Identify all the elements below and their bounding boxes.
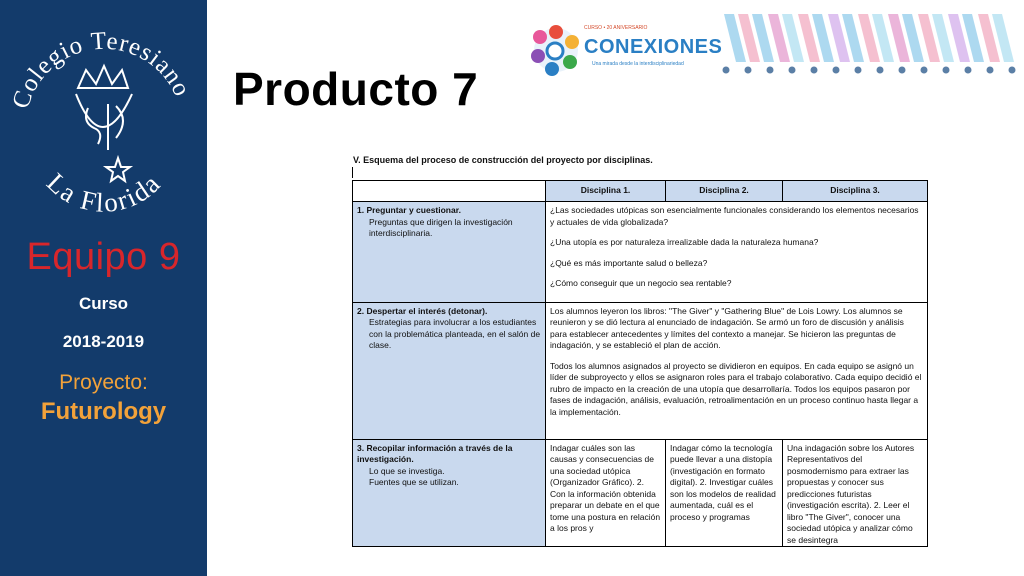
row-subtitle-line-2: Fuentes que se utilizan. [369, 477, 459, 487]
row-content [546, 202, 928, 303]
paragraph-2: Todos los alumnos asignados al proyecto se dividieron en equipos. En cada equipo se asignó un líder de subproyecto y ellos se asignaron roles para el trabajo colaborativo. Cada equipo decidió el rubro de impacto en la creación de una utopía que desarrollaría. Todos los equipos pasaron por fases de indagación, análisis, evaluación, retroalimentación en un proceso continuo hasta llegar a la implementación. [550, 360, 922, 417]
discipline-1-text: Indagar cuáles son las causas y consecuencias de una sociedad utópica (Organizador Gráfico). 2. Con la información obtenida preparar un debate en el que tome una postura en relación a los pros y [550, 442, 661, 533]
discipline-3-text: Una indagación sobre los Autores Representativos del posmodernismo para extraer las propuestas y conocer sus predicciones futuristas (investigación escrita). 2. Leer el libro "The Giver", conocer una sociedad utópica y analizar cómo se desintegra [787, 442, 915, 545]
svg-text:La Florida [41, 167, 167, 215]
crest-text-top: Colegio Teresiano [7, 27, 196, 112]
table-header-discipline-2: Disciplina 2. [666, 181, 783, 202]
team-name: Equipo 9 [26, 236, 181, 278]
logo-wordmark: CONEXIONES [584, 36, 723, 58]
logo-subtitle: Una mirada desde la interdisciplinariedad [592, 61, 684, 67]
sidebar [0, 0, 207, 576]
table-row [353, 439, 928, 546]
question-4: ¿Cómo conseguir que un negocio sea rentable? [550, 278, 732, 288]
course-year: 2018-2019 [62, 332, 145, 351]
row-title: 3. Recopilar información a través de la investigación. [357, 442, 513, 464]
table-row [353, 302, 928, 439]
process-scheme-table [352, 180, 928, 547]
table-header-discipline-3: Disciplina 3. [783, 181, 928, 202]
question-2: ¿Una utopía es por naturaleza irrealizable dada la naturaleza humana? [550, 237, 819, 247]
decorative-stripes-icon [724, 14, 1024, 78]
school-crest-logo [4, 10, 200, 215]
row-header [353, 302, 546, 439]
row-subtitle: Preguntas que dirigen la investigación interdisciplinaria. [369, 216, 513, 238]
crest-text-bottom: La Florida [41, 167, 167, 215]
logo-tagline: CURSO • 20 ANIVERSARIO [584, 25, 648, 31]
paragraph-1: Los alumnos leyeron los libros: "The Giver" y "Gathering Blue" de Lois Lowry. Los alumnos se reunieron y se dió lectura al enunciado de indagación. Se armó un foro de discusión y análisis para establecer antecedentes y límites del contexto a manejar. Se hicieron las preguntas de indagación, y se estableció el plan de acción. [550, 305, 904, 350]
row-content [546, 302, 928, 439]
row-subtitle: Estrategias para involucrar a los estudiantes con la problemática planteada, en el salón de clase. [369, 317, 541, 350]
row-subtitle-line-1: Lo que se investiga. [369, 465, 445, 476]
table-row [353, 202, 928, 303]
text-cursor [352, 167, 353, 178]
row-title: 2. Despertar el interés (detonar). [357, 305, 488, 316]
discipline-3-cell [783, 439, 928, 546]
project-label: Proyecto: [59, 371, 148, 394]
crest-emblem-icon [76, 66, 132, 181]
course-label: Curso [78, 294, 129, 313]
document-heading: V. Esquema del proceso de construcción del proyecto por disciplinas. [353, 155, 653, 165]
page-title: Producto 7 [233, 63, 479, 115]
project-name: Futurology [40, 398, 167, 425]
row-header [353, 439, 546, 546]
row-title: 1. Preguntar y cuestionar. [357, 205, 461, 215]
table-header-row [353, 181, 928, 202]
row-header [353, 202, 546, 303]
discipline-2-text: Indagar cómo la tecnología puede llevar a una distopía (investigación en formato digital). 2. Investigar cuáles son los modelos de realidad aumentada, cuál es el proceso y programas [670, 442, 776, 522]
question-1: ¿Las sociedades utópicas son esencialmente funcionales considerando los elementos necesarios y actuales de vida globalizada? [550, 205, 919, 227]
discipline-2-cell [666, 439, 783, 546]
table-header-blank [353, 181, 546, 202]
discipline-1-cell [546, 439, 666, 546]
question-3: ¿Qué es más importante salud o belleza? [550, 257, 708, 268]
table-header-discipline-1: Disciplina 1. [546, 181, 666, 202]
